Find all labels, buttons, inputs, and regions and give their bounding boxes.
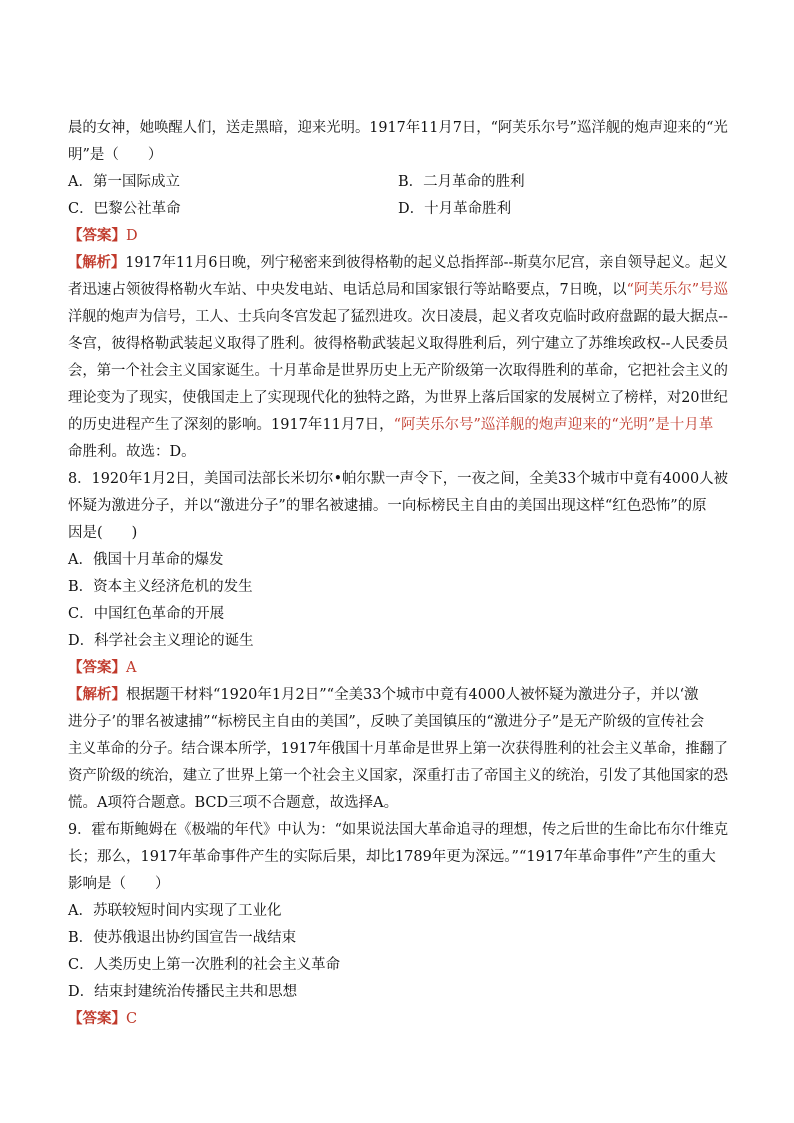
q8-option-c: C．中国红色革命的开展 [68, 606, 225, 622]
q7-option-a: A．第一国际成立 [68, 174, 180, 190]
q7-analysis-line-1 [68, 253, 728, 273]
q8-analysis-line-5: 慌。A项符合题意。BCD三项不合题意，故选择A。 [68, 795, 399, 811]
q7-option-c: C．巴黎公社革命 [68, 201, 181, 217]
q7-analysis-line-8: 命胜利。故选：D。 [68, 444, 196, 460]
q9-option-d: D．结束封建统治传播民主共和思想 [68, 984, 298, 1000]
q8-analysis-line-4: 资产阶级的统治，建立了世界上第一个社会主义国家，深重打击了帝国主义的统治，引发了其他国家的恐 [68, 768, 728, 784]
q7-analysis-line-4: 冬宫，彼得格勒武装起义取得了胜利。彼得格勒武装起义取得胜利后，列宁建立了苏维埃政权--人民委员 [68, 336, 729, 352]
q8-analysis-tag: 【解析】 [68, 686, 126, 703]
q9-option-b: B．使苏俄退出协约国宣告一战结束 [68, 930, 297, 946]
q8-option-d: D．科学社会主义理论的诞生 [68, 633, 254, 649]
q7-stem-line-1: 晨的女神，她唤醒人们，送走黑暗，迎来光明。1917年11月7日，“阿芙乐尔号”巡洋舰的炮声迎来的“光 [68, 120, 728, 136]
q7-analysis-line-5: 会，第一个社会主义国家诞生。十月革命是世界历史上无产阶级第一次取得胜利的革命，它把社会主义的 [68, 363, 728, 379]
q7-analysis-line-7 [68, 415, 713, 435]
q9-stem-line-2: 长；那么，1917年革命事件产生的实际后果，却比1789年更为深远。”“1917年革命事件”产生的重大 [68, 849, 716, 865]
q8-stem-line-2: 怀疑为激进分子，并以“激进分子”的罪名被逮捕。一向标榜民主自由的美国出现这样“红色恐怖”的原 [68, 498, 707, 514]
q8-answer-value: A [126, 660, 137, 676]
q7-analysis-line-3: 洋舰的炮声为信号，工人、士兵向冬宫发起了猛烈进攻。次日凌晨，起义者攻克临时政府盘踞的最大据点-- [68, 309, 728, 325]
q8-answer-tag: 【答案】 [68, 659, 126, 676]
q8-analysis-line-1 [68, 685, 699, 705]
q8-stem-line-1: 8．1920年1月2日，美国司法部长米切尔•帕尔默一声令下，一夜之间，全美33个城市中竟有4000人被 [68, 471, 728, 487]
q7-analysis-line-6: 理论变为了现实，使俄国走上了实现现代化的独特之路，为世界上落后国家的发展树立了榜样，对20世纪 [68, 390, 728, 406]
q7-option-d: D．十月革命胜利 [398, 201, 512, 217]
q7-analysis-text-1: 1917年11月6日晚，列宁秘密来到彼得格勒的起义总指挥部--斯莫尔尼宫，亲自领导起义。起义 [125, 255, 728, 271]
q9-option-a: A．苏联较短时间内实现了工业化 [68, 903, 282, 919]
q7-analysis-tag: 【解析】 [68, 254, 126, 271]
q8-answer-row [68, 658, 136, 678]
q7-answer-value: D [126, 228, 138, 244]
q7-option-b: B．二月革命的胜利 [398, 174, 525, 190]
q7-analysis-text-2: 者迅速占领彼得格勒火车站、中央发电站、电话总局和国家银行等站略要点，7日晚，以 [68, 282, 627, 298]
q8-option-a: A．俄国十月革命的爆发 [68, 552, 224, 568]
q9-stem-line-3: 影响是（ ） [68, 876, 170, 892]
q8-analysis-line-3: 主义革命的分子。结合课本所学，1917年俄国十月革命是世界上第一次获得胜利的社会主义革命，推翻了 [68, 741, 728, 757]
q9-stem-line-1: 9．霍布斯鲍姆在《极端的年代》中认为：“如果说法国大革命追寻的理想，传之后世的生命比布尔什维克 [68, 822, 729, 838]
q8-stem-line-3: 因是( ) [68, 525, 138, 541]
q7-analysis-text-7: 的历史进程产生了深刻的影响。1917年11月7日， [68, 417, 394, 433]
q8-option-b: B．资本主义经济危机的发生 [68, 579, 253, 595]
q7-answer-row [68, 226, 138, 246]
q9-answer-row [68, 1009, 137, 1029]
q9-option-c: C．人类历史上第一次胜利的社会主义革命 [68, 957, 341, 973]
q8-analysis-line-2: 进分子’的罪名被逮捕”“标榜民主自由的美国”，反映了美国镇压的“激进分子”是无产阶级的宣传社会 [68, 714, 705, 730]
q9-answer-tag: 【答案】 [68, 1010, 126, 1027]
q7-analysis-quote-2: “阿芙乐尔号”巡洋舰的炮声迎来的“光明”是十月革 [393, 417, 714, 433]
q9-answer-value: C [126, 1011, 138, 1027]
q7-analysis-line-2 [68, 280, 728, 300]
q7-stem-line-2: 明”是（ ） [68, 147, 163, 163]
q7-analysis-quote-1: “阿芙乐尔”号巡 [626, 282, 729, 298]
q8-analysis-text-1: 根据题干材料“1920年1月2日”“全美33个城市中竟有4000人被怀疑为激进分子，并以‘激 [126, 687, 699, 703]
q7-answer-tag: 【答案】 [68, 227, 126, 244]
